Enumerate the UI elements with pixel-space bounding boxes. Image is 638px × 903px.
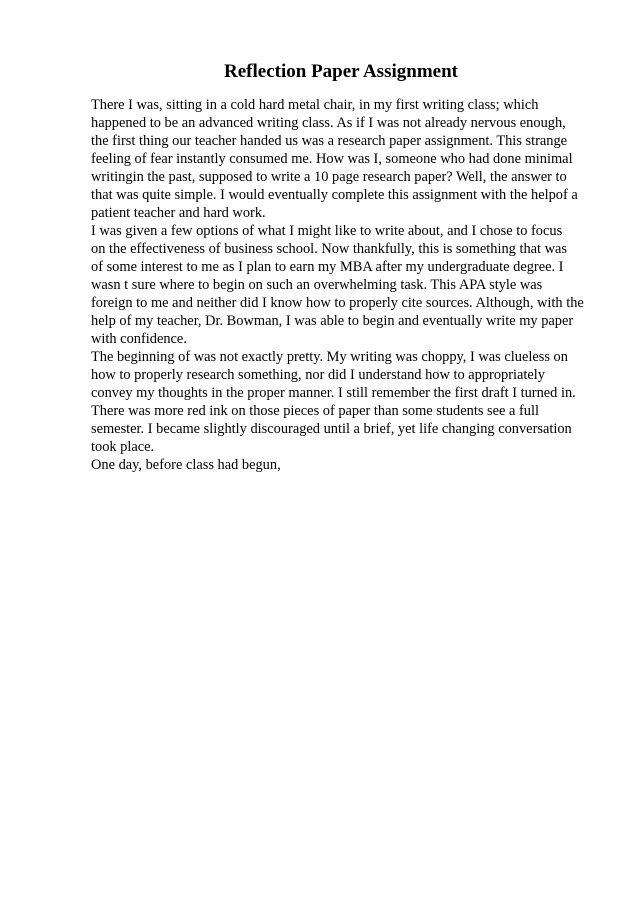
body-line: writingin the past, supposed to write a 10 page research paper? Well, the answer to [91,169,567,185]
body-line: help of my teacher, Dr. Bowman, I was able to begin and eventually write my paper [91,313,574,329]
body-line: patient teacher and hard work. [91,205,266,221]
body-line: with confidence. [91,331,187,347]
document-body [91,96,601,474]
body-line: There was more red ink on those pieces of paper than some students see a full [91,403,539,419]
body-line: One day, before class had begun, [91,457,281,473]
body-line: took place. [91,439,155,455]
body-line: convey my thoughts in the proper manner. I still remember the first draft I turned in. [91,385,576,401]
document-title: Reflection Paper Assignment [224,61,458,82]
body-line: on the effectiveness of business school. Now thankfully, this is something that was [91,241,568,257]
body-line: that was quite simple. I would eventually complete this assignment with the helpof a [91,187,578,203]
body-line: feeling of fear instantly consumed me. How was I, someone who had done minimal [91,151,573,167]
body-line: how to properly research something, nor did I understand how to appropriately [91,367,545,383]
body-line: of some interest to me as I plan to earn my MBA after my undergraduate degree. I [91,259,564,275]
body-line: There I was, sitting in a cold hard metal chair, in my first writing class; which [91,97,539,113]
body-line: I was given a few options of what I might like to write about, and I chose to focus [91,223,563,239]
body-line: wasn t sure where to begin on such an overwhelming task. This APA style was [91,277,543,293]
body-line: The beginning of was not exactly pretty. My writing was choppy, I was clueless on [91,349,568,365]
body-line: foreign to me and neither did I know how to properly cite sources. Although, with the [91,295,584,311]
body-line: the first thing our teacher handed us was a research paper assignment. This strange [91,133,568,149]
body-line: semester. I became slightly discouraged until a brief, yet life changing conversation [91,421,572,437]
body-line: happened to be an advanced writing class. As if I was not already nervous enough, [91,115,566,131]
